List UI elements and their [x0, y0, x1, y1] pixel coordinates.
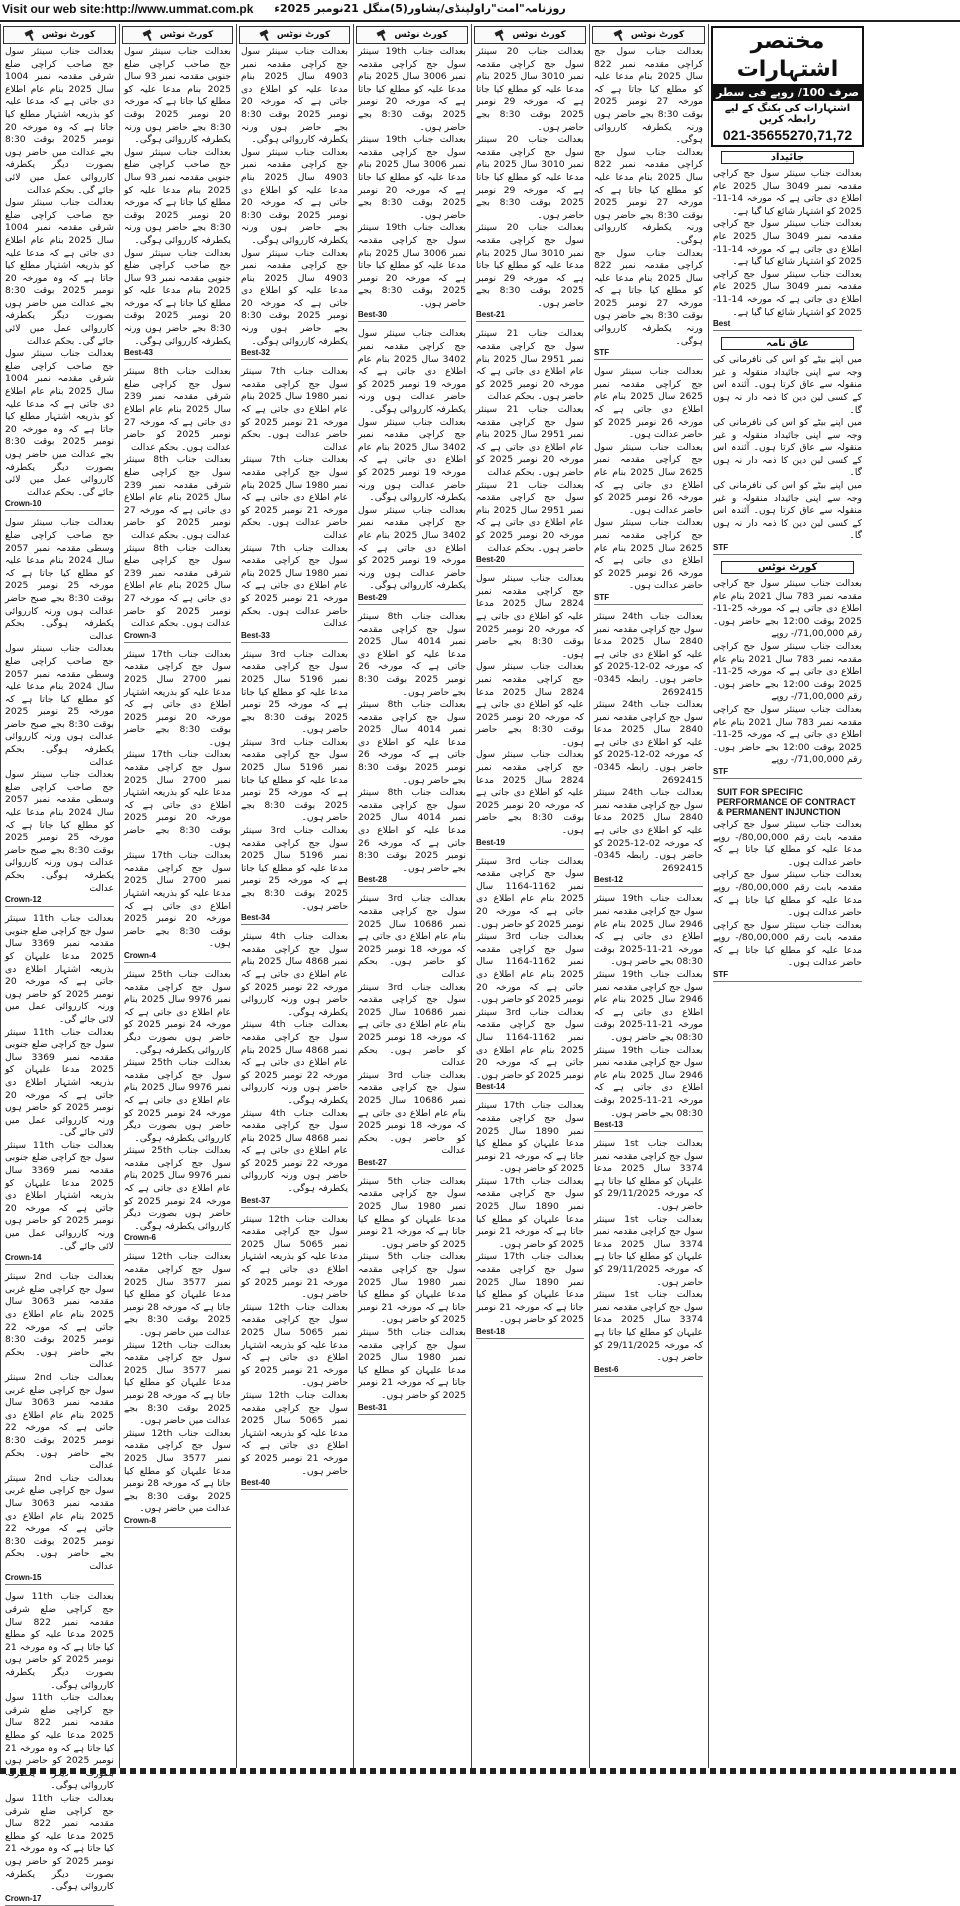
- ad-text: بعدالت جناب 11th سول جج کراچی ضلع شرقی مقدمہ نمبر 822 سال 2025 مدعا علیہ کو مطلع کیا جاتا ہے کہ وہ مورخہ 21 نومبر 2025 کو حاضر ہوں کارروائی ہوگی۔: [5, 1692, 115, 1792]
- column-heading: [239, 26, 350, 44]
- ad-code: Best-13: [594, 1120, 623, 1130]
- ad-divider: [241, 1489, 348, 1490]
- ad-code: STF: [713, 766, 729, 776]
- ad-text: بعدالت جناب سول جج کراچی مقدمہ نمبر 822 سال 2025 بنام مدعا علیہ کو مطلع کیا جاتا ہے کہ مورخہ 27 نومبر 2025 بوقت 8:30 بجے حاضر ہوں ورنہ یکطرفہ کارروائی ہوگی۔: [594, 146, 704, 246]
- classified-columns: [0, 24, 960, 1903]
- ad-divider: [5, 1584, 114, 1585]
- ad-text: بعدالت جناب 8th سینئر سول جج کراچی مقدمہ نمبر 4014 سال 2025 مدعا علیہ کو اطلاع دی جاتی ہے کہ مورخہ 26 نومبر 2025 بوقت 8:30 بجے حاضر ہوں۔: [358, 787, 466, 874]
- ad-text: بعدالت جناب سینئر سول جج کراچی مقدمہ بابت رقم 80,00,000/- روپے مدعا علیہ کو مطلع کیا جاتا ہے کہ حاضر عدالت ہوں۔: [713, 869, 862, 919]
- ad-divider: [124, 642, 231, 643]
- ad-divider: [713, 778, 862, 779]
- column-heading-label: کورٹ نوٹس: [512, 30, 566, 40]
- ad-text: بعدالت جناب 8th سینئر سول جج کراچی ضلع شرقی مقدمہ نمبر 239 سال 2025 بنام عام اطلاع دی جاتی ہے کہ مورخہ 27 نومبر 2025 کو حاضر عدالت ہوں۔ بحکم عدالت: [124, 542, 231, 630]
- classified-ad: [594, 1138, 703, 1377]
- ad-column-3: [236, 24, 352, 1768]
- ad-divider: [594, 1131, 703, 1132]
- newspaper-masthead: روزنامہ"امت"راولپنڈی/پشاور(5)منگل 21نومبر 2025ء: [274, 2, 566, 15]
- ad-column-7: [708, 24, 866, 1768]
- gavel-icon: [259, 30, 273, 40]
- ad-text: بعدالت جناب 12th سینئر سول جج کراچی مقدمہ نمبر 5065 سال 2025 مدعا علیہ کو بذریعہ اشتہار اطلاع دی جاتی ہے کہ مورخہ 21 نومبر 2025 کو حاضر ہوں۔: [241, 1213, 349, 1301]
- classified-ad: [5, 1271, 114, 1585]
- classified-ad: [594, 611, 703, 887]
- ad-text: بعدالت جناب 24th سینئر سول جج کراچی مقدمہ نمبر 2840 سال 2025 مدعا علیہ کو اطلاع دی جاتی ہے کہ مورخہ 02-12-2025 کو حاضر ہوں۔ رابطہ 0345-2692415: [594, 787, 703, 874]
- ad-text: بعدالت جناب 5th سینئر سول جج کراچی مقدمہ نمبر 1980 سال 2025 مدعا علیہان کو مطلع کیا جاتا ہے کہ مورخہ 21 نومبر 2025 کو حاضر ہوں۔: [358, 1251, 466, 1326]
- ad-column-4: [353, 24, 470, 1768]
- ad-text: بعدالت جناب 12th سینئر سول جج کراچی مقدمہ نمبر 3577 سال 2025 مدعا علیہان کو مطلع کیا جاتا ہے کہ مورخہ 28 نومبر 2025 بوقت 8:30 بجے عدالت میں حاضر ہوں۔: [124, 1251, 231, 1338]
- classified-ad: [358, 328, 466, 604]
- masthead-rule: [0, 20, 960, 22]
- classified-ad: [124, 366, 231, 642]
- column-body: [237, 46, 352, 1490]
- ad-divider: [124, 359, 231, 360]
- ad-code: STF: [713, 970, 729, 980]
- column-heading: [3, 26, 116, 44]
- ad-text: بعدالت جناب سینئر سول جج کراچی مقدمہ نمبر 2625 سال 2025 بنام عام اطلاع دی جاتی ہے کہ مورخہ 26 نومبر 2025 کو حاضر عدالت ہوں۔: [594, 366, 704, 441]
- ad-text: بعدالت جناب 25th سینئر سول جج کراچی مقدمہ نمبر 9976 سال 2025 بنام عام اطلاع دی جاتی ہے کہ مورخہ 24 نومبر 2025 کو حاضر ہوں بصورت دیگر کارروائی یکطرفہ ہوگی۔: [124, 1057, 232, 1144]
- ad-column-6: [589, 24, 707, 1768]
- ad-code: Best-6: [594, 1364, 619, 1374]
- ad-text: بعدالت جناب 20 سینئر سول جج کراچی مقدمہ نمبر 3010 سال 2025 بنام مدعا علیہ کو مطلع کیا جاتا ہے کہ مورخہ 29 نومبر 2025 بوقت 8:30 بجے حاضر ہوں۔: [476, 134, 585, 221]
- ad-code: Best-34: [241, 913, 270, 923]
- ad-text: بعدالت جناب 11th سینئر سول جج کراچی ضلع جنوبی مقدمہ نمبر 3369 سال 2025 مدعا علیہان کو بذریعہ اشتہار اطلاع دی جاتی ہے کہ مورخہ 20 نومبر 2025 کو حاضر ہوں ورنہ کارروائی عمل میں لائی جائے گی۔: [5, 913, 114, 1025]
- ad-text: بعدالت جناب سینئر سول جج کراچی مقدمہ بابت رقم 80,00,000/- روپے مدعا علیہ کو مطلع کیا جاتا ہے کہ حاضر عدالت ہوں۔: [713, 919, 862, 969]
- english-notice: SUIT FOR SPECIFIC PERFORMANCE OF CONTRACT & PERMANENT INJUNCTION: [717, 786, 856, 817]
- section-tag: جائیداد: [721, 151, 854, 164]
- ad-text: بعدالت جناب 11th سول جج کراچی ضلع شرقی مقدمہ نمبر 822 سال 2025 مدعا علیہ کو مطلع کیا جاتا ہے کہ وہ مورخہ 21 نومبر 2025 کو حاضر ہوں بصورت دیگر یکطرفہ کارروائی ہوگی۔: [5, 1792, 115, 1893]
- ad-divider: [358, 321, 466, 322]
- classified-ad: [5, 517, 114, 907]
- ad-code: Best-40: [241, 1478, 270, 1488]
- classified-ad: [594, 46, 703, 360]
- classified-ad: [476, 1100, 584, 1339]
- banner-rate: صرف 100/ روپے فی سطر: [713, 84, 862, 101]
- section-tag: کورٹ نوٹس: [721, 561, 854, 574]
- ad-text: بعدالت جناب 25th سینئر سول جج کراچی مقدمہ نمبر 9976 سال 2025 بنام عام اطلاع دی جاتی ہے کہ مورخہ 24 نومبر 2025 کو حاضر ہوں بصورت دیگر کارروائی یکطرفہ ہوگی۔: [124, 1145, 232, 1232]
- classified-ad: [594, 893, 703, 1132]
- ad-text: بعدالت جناب 19th سینئر سول جج کراچی مقدمہ نمبر 2946 سال 2025 بنام عام اطلاع دی جاتی ہے کہ مورخہ 21-11-2025 بوقت 08:30 بجے حاضر ہوں۔: [594, 1044, 703, 1119]
- ad-text: بعدالت جناب سینئر سول جج صاحب کراچی ضلع شرقی مقدمہ نمبر 1004 سال 2025 بنام عام اطلاع دی جاتی ہے کہ مدعا علیہ کو بذریعہ اشتہار مطلع کیا جاتا ہے کہ وہ مورخہ 20 نومبر 2025 بوقت 8:30 بجے عدالت میں حاضر ہوں بصورت دیگر یکطرفہ کارروائی عمل میں لائی جائے گی۔ بحکم عدالت: [5, 197, 114, 347]
- classified-ad: [476, 573, 584, 849]
- classified-ad: [358, 1176, 466, 1415]
- banner-contact: اشتہارات کی بکنگ کے لیے رابطہ کریں: [724, 103, 851, 125]
- ad-code: Crown-6: [124, 1233, 156, 1243]
- ad-text: بعدالت جناب سینئر سول جج کراچی مقدمہ نمبر 4903 سال 2025 بنام مدعا علیہ کو اطلاع دی جاتی ہے کہ مورخہ 20 نومبر 2025 بوقت 8:30 بجے حاضر ہوں ورنہ یکطرفہ کارروائی ہوگی۔: [241, 46, 348, 146]
- ad-code: Best-28: [358, 875, 387, 885]
- classified-ad: [594, 366, 703, 605]
- ad-text: بعدالت جناب 7th سینئر سول جج کراچی مقدمہ نمبر 1980 سال 2025 بنام عام اطلاع دی جاتی ہے کہ مورخہ 21 نومبر 2025 کو حاضر عدالت ہوں۔ بحکم عدالت: [241, 542, 349, 630]
- ad-divider: [241, 924, 348, 925]
- ad-text: بعدالت جناب 3rd سینئر سول جج کراچی مقدمہ نمبر 5196 سال 2025 مدعا علیہ کو مطلع کیا جاتا ہے کہ مورخہ 25 نومبر 2025 بوقت 8:30 بجے حاضر ہوں۔: [241, 825, 348, 912]
- ad-text: بعدالت جناب سینئر سول جج کراچی مقدمہ نمبر 783 سال 2021 بنام عام اطلاع دی جاتی ہے کہ مورخہ 25-11-2025 بوقت 12:00 بجے حاضر ہوں۔ رقم 71,00,000/- روپے: [713, 578, 862, 640]
- ad-text: بعدالت جناب سینئر سول جج کراچی مقدمہ نمبر 783 سال 2021 بنام عام اطلاع دی جاتی ہے کہ مورخہ 25-11-2025 بوقت 12:00 بجے حاضر ہوں۔ رقم 71,00,000/- روپے: [713, 703, 862, 766]
- ad-text: بعدالت جناب 7th سینئر سول جج کراچی مقدمہ نمبر 1980 سال 2025 بنام عام اطلاع دی جاتی ہے کہ مورخہ 21 نومبر 2025 کو حاضر عدالت ہوں۔ بحکم عدالت: [241, 366, 349, 453]
- ad-divider: [713, 554, 862, 555]
- ad-code: Crown-12: [5, 895, 42, 905]
- ad-divider: [358, 1414, 466, 1415]
- ad-text: بعدالت جناب سینئر سول جج صاحب کراچی ضلع جنوبی مقدمہ نمبر 93 سال 2025 بنام مدعا علیہ کو مطلع کیا جاتا ہے کہ مورخہ 20 نومبر 2025 بوقت 8:30 بجے حاضر ہوں ورنہ یکطرفہ کارروائی ہوگی۔: [124, 247, 231, 347]
- ad-text: میں اپنے بیٹے کو اس کی نافرمانی کی وجہ سے اپنی جائیداد منقولہ و غیر منقولہ سے عاق کرتا ہوں۔ آئندہ اس کے کسی لین دین کا ذمہ دار نہ ہوں گا۔: [713, 480, 862, 542]
- ad-text: بعدالت جناب 11th سینئر سول جج کراچی ضلع جنوبی مقدمہ نمبر 3369 سال 2025 مدعا علیہان کو بذریعہ اشتہار اطلاع دی جاتی ہے کہ مورخہ 20 نومبر 2025 کو حاضر ہوں ورنہ کارروائی عمل میں لائی جائے گی۔: [5, 1139, 114, 1252]
- ad-text: بعدالت جناب سینئر سول جج کراچی مقدمہ نمبر 3049 سال 2025 عام اطلاع دی جاتی ہے کہ مورخہ 14-11-2025 کو اشتہار شائع کیا گیا ہے۔: [713, 268, 863, 318]
- ad-text: بعدالت جناب سینئر سول جج کراچی مقدمہ نمبر 2824 سال 2025 مدعا علیہ کو اطلاع دی جاتی ہے کہ مورخہ 20 نومبر 2025 بوقت 8:30 بجے حاضر ہوں۔: [476, 661, 585, 748]
- gavel-icon: [24, 30, 38, 40]
- ad-text: بعدالت جناب سینئر سول جج صاحب کراچی ضلع شرقی مقدمہ نمبر 1004 سال 2025 بنام عام اطلاع دی جاتی ہے کہ مدعا علیہ کو بذریعہ اشتہار مطلع کیا جاتا ہے کہ وہ مورخہ 20 نومبر 2025 بوقت 8:30 بجے عدالت میں حاضر ہوں بصورت دیگر یکطرفہ کارروائی عمل میں لائی جائے گی۔ بحکم عدالت: [5, 348, 114, 498]
- ad-text: میں اپنے بیٹے کو اس کی نافرمانی کی وجہ سے اپنی جائیداد منقولہ و غیر منقولہ سے عاق کرتا ہوں۔ آئندہ اس کے کسی لین دین کا ذمہ دار نہ ہوں گا۔: [713, 417, 862, 479]
- gavel-icon: [613, 30, 627, 40]
- ad-code: Crown-14: [5, 1253, 42, 1263]
- ad-divider: [594, 1376, 703, 1377]
- ad-text: بعدالت جناب سینئر سول جج کراچی مقدمہ نمبر 2625 سال 2025 بنام عام اطلاع دی جاتی ہے کہ مورخہ 26 نومبر 2025 کو حاضر عدالت ہوں۔: [594, 517, 704, 592]
- ad-text: بعدالت جناب 5th سینئر سول جج کراچی مقدمہ نمبر 1980 سال 2025 مدعا علیہان کو مطلع کیا جاتا ہے کہ مورخہ 21 نومبر 2025 کو حاضر ہوں۔: [358, 1327, 466, 1401]
- ad-text: بعدالت جناب 2nd سینئر سول جج کراچی ضلع غربی مقدمہ نمبر 3063 سال 2025 بنام عام اطلاع دی جاتی ہے کہ مورخہ 22 نومبر 2025 بوقت 8:30 بجے حاضر ہوں۔ بحکم عدالت: [5, 1371, 114, 1472]
- column-heading: [122, 26, 233, 44]
- ad-text: بعدالت جناب 19th سینئر سول جج کراچی مقدمہ نمبر 2946 سال 2025 بنام عام اطلاع دی جاتی ہے کہ مورخہ 21-11-2025 بوقت 08:30 بجے حاضر ہوں۔: [594, 893, 703, 968]
- ad-text: بعدالت جناب 11th سول جج کراچی ضلع شرقی مقدمہ نمبر 822 سال 2025 مدعا علیہ کو مطلع کیا جاتا ہے کہ وہ مورخہ 21 نومبر 2025 کو حاضر ہوں بصورت دیگر یکطرفہ کارروائی ہوگی۔: [5, 1591, 115, 1691]
- ad-text: بعدالت جناب 21 سینئر سول جج کراچی مقدمہ نمبر 2951 سال 2025 بنام عام اطلاع دی جاتی ہے کہ مورخہ 20 نومبر 2025 کو حاضر ہوں۔ بحکم عدالت: [476, 404, 585, 478]
- ad-code: Best-12: [594, 875, 623, 885]
- footer-strip: [0, 1768, 960, 1774]
- ad-column-2: [119, 24, 235, 1768]
- ad-code: Crown-17: [5, 1893, 42, 1903]
- ad-text: بعدالت جناب 3rd سینئر سول جج کراچی مقدمہ نمبر 10686 سال 2025 بنام عام اطلاع دی جاتی ہے کہ مورخہ 18 نومبر 2025 کو حاضر ہوں۔ بحکم عدالت: [358, 981, 467, 1069]
- column-body: [120, 46, 235, 1528]
- ad-text: بعدالت جناب 20 سینئر سول جج کراچی مقدمہ نمبر 3010 سال 2025 بنام مدعا علیہ کو مطلع کیا جاتا ہے کہ مورخہ 29 نومبر 2025 بوقت 8:30 بجے حاضر ہوں۔: [476, 46, 585, 133]
- column-heading: [474, 26, 586, 44]
- classified-ad: [358, 893, 466, 1169]
- ad-text: بعدالت جناب 17th سینئر سول جج کراچی مقدمہ نمبر 2700 سال 2025 مدعا علیہ کو بذریعہ اشتہار اطلاع دی جاتی ہے کہ مورخہ 20 نومبر 2025 بوقت 8:30 بجے حاضر ہوں۔: [124, 648, 231, 748]
- ad-text: بعدالت جناب 3rd سینئر سول جج کراچی مقدمہ نمبر 10686 سال 2025 بنام عام اطلاع دی جاتی ہے کہ مورخہ 18 نومبر 2025 کو حاضر ہوں۔ بحکم عدالت: [358, 893, 467, 980]
- classified-ad: [358, 611, 466, 887]
- ad-text: بعدالت جناب سینئر سول جج کراچی مقدمہ نمبر 3402 سال 2025 بنام عام اطلاع دی جاتی ہے کہ مورخہ 19 نومبر 2025 کو حاضر عدالت ہوں ورنہ یکطرفہ کارروائی ہوگی۔: [358, 328, 467, 416]
- classified-ad: [5, 1591, 114, 1905]
- ad-text: بعدالت جناب 8th سینئر سول جج کراچی ضلع شرقی مقدمہ نمبر 239 سال 2025 بنام عام اطلاع دی جاتی ہے کہ مورخہ 27 نومبر 2025 کو حاضر عدالت ہوں۔ بحکم عدالت: [124, 366, 231, 453]
- classified-ad: [5, 913, 114, 1265]
- gavel-icon: [142, 30, 156, 40]
- ad-divider: [124, 962, 231, 963]
- ad-column-1: [0, 24, 118, 1903]
- ad-text: بعدالت جناب 11th سینئر سول جج کراچی ضلع جنوبی مقدمہ نمبر 3369 سال 2025 مدعا علیہان کو بذریعہ اشتہار اطلاع دی جاتی ہے کہ مورخہ 20 نومبر 2025 کو حاضر ہوں ورنہ کارروائی عمل میں لائی جائے گی۔: [5, 1026, 114, 1139]
- ad-code: Best-20: [476, 555, 505, 565]
- ad-divider: [358, 886, 466, 887]
- ad-text: بعدالت جناب سینئر سول جج صاحب کراچی ضلع وسطی مقدمہ نمبر 2057 سال 2024 بنام مدعا علیہ کو مطلع کیا جاتا ہے کہ مورخہ 25 نومبر 2025 بوقت 8:30 بجے صبح حاضر عدالت ہوں ورنہ کارروائی یکطرفہ ہوگی۔ بحکم عدالت: [5, 643, 114, 768]
- ad-divider: [476, 321, 584, 322]
- ad-text: بعدالت جناب 12th سینئر سول جج کراچی مقدمہ نمبر 3577 سال 2025 مدعا علیہان کو مطلع کیا جاتا ہے کہ مورخہ 28 نومبر 2025 بوقت 8:30 بجے عدالت میں حاضر ہوں۔: [124, 1339, 231, 1427]
- ad-divider: [476, 849, 584, 850]
- ad-text: میں اپنے بیٹے کو اس کی نافرمانی کی وجہ سے اپنی جائیداد منقولہ و غیر منقولہ سے عاق کرتا ہوں۔ آئندہ اس کے کسی لین دین کا ذمہ دار نہ ہوں گا۔: [713, 354, 862, 416]
- banner-phone: 021-35655270,71,72: [722, 127, 853, 143]
- ad-text: بعدالت جناب سینئر سول جج صاحب کراچی ضلع وسطی مقدمہ نمبر 2057 سال 2024 بنام مدعا علیہ کو مطلع کیا جاتا ہے کہ مورخہ 25 نومبر 2025 بوقت 8:30 بجے صبح حاضر عدالت ہوں ورنہ کارروائی یکطرفہ ہوگی۔ بحکم عدالت: [5, 769, 114, 894]
- ad-divider: [476, 566, 584, 567]
- ad-text: بعدالت جناب 5th سینئر سول جج کراچی مقدمہ نمبر 1980 سال 2025 مدعا علیہان کو مطلع کیا جاتا ہے کہ مورخہ 21 نومبر 2025 کو حاضر ہوں۔: [358, 1175, 466, 1250]
- ad-divider: [476, 1093, 584, 1094]
- ad-code: Crown-3: [124, 630, 156, 640]
- column-body: [1, 46, 118, 1906]
- ad-divider: [241, 359, 348, 360]
- ad-text: بعدالت جناب 7th سینئر سول جج کراچی مقدمہ نمبر 1980 سال 2025 بنام عام اطلاع دی جاتی ہے کہ مورخہ 21 نومبر 2025 کو حاضر عدالت ہوں۔ بحکم عدالت: [241, 454, 349, 541]
- section-tag: عاق نامہ: [721, 337, 854, 350]
- ad-text: بعدالت جناب 12th سینئر سول جج کراچی مقدمہ نمبر 5065 سال 2025 مدعا علیہ کو بذریعہ اشتہار اطلاع دی جاتی ہے کہ مورخہ 21 نومبر 2025 کو حاضر ہوں۔: [241, 1301, 349, 1389]
- classified-ad: [5, 46, 114, 511]
- ad-code: Crown-10: [5, 499, 42, 509]
- ad-code: Best-43: [124, 348, 153, 358]
- ad-divider: [358, 604, 466, 605]
- classified-ad: [713, 819, 862, 982]
- ad-text: بعدالت جناب 12th سینئر سول جج کراچی مقدمہ نمبر 3577 سال 2025 مدعا علیہان کو مطلع کیا جاتا ہے کہ مورخہ 28 نومبر 2025 بوقت 8:30 بجے عدالت میں حاضر ہوں۔: [124, 1427, 231, 1515]
- ad-divider: [594, 359, 703, 360]
- ad-text: بعدالت جناب سول جج کراچی مقدمہ نمبر 822 سال 2025 بنام مدعا علیہ کو مطلع کیا جاتا ہے کہ مورخہ 27 نومبر 2025 بوقت 8:30 بجے حاضر ہوں ورنہ یکطرفہ کارروائی ہوگی۔: [594, 46, 704, 146]
- ad-text: بعدالت جناب 24th سینئر سول جج کراچی مقدمہ نمبر 2840 سال 2025 مدعا علیہ کو اطلاع دی جاتی ہے کہ مورخہ 02-12-2025 کو حاضر ہوں۔ رابطہ 0345-2692415: [594, 699, 703, 786]
- ad-code: Best-19: [476, 837, 505, 847]
- ad-code: Best-31: [358, 1402, 387, 1412]
- ad-text: بعدالت جناب 3rd سینئر سول جج کراچی مقدمہ نمبر 1162-1164 سال 2025 بنام عام اطلاع دی جاتی ہے کہ مورخہ 20 نومبر 2025 کو حاضر ہوں۔: [476, 855, 584, 930]
- ad-code: Best-21: [476, 310, 505, 320]
- ad-text: بعدالت جناب 2nd سینئر سول جج کراچی ضلع غربی مقدمہ نمبر 3063 سال 2025 بنام عام اطلاع دی جاتی ہے کہ مورخہ 22 نومبر 2025 بوقت 8:30 بجے حاضر ہوں۔ بحکم عدالت: [5, 1472, 114, 1572]
- ad-code: Crown-15: [5, 1573, 42, 1583]
- banner-title: مختصر اشتہارات: [736, 29, 839, 82]
- ad-code: Crown-8: [124, 1515, 156, 1525]
- gavel-icon: [494, 30, 508, 40]
- ad-text: بعدالت جناب سینئر سول جج کراچی مقدمہ نمبر 3049 سال 2025 عام اطلاع دی جاتی ہے کہ مورخہ 14-11-2025 کو اشتہار شائع کیا گیا ہے۔: [713, 218, 863, 268]
- ad-text: بعدالت جناب 1st سینئر سول جج کراچی مقدمہ نمبر 3374 سال 2025 مدعا علیہان کو مطلع کیا جاتا ہے کہ مورخہ 29/11/2025 کو حاضر ہوں۔: [594, 1289, 704, 1364]
- website-url[interactable]: Visit our web site:http://www.ummat.com.pk: [2, 2, 254, 16]
- ad-text: بعدالت جناب سینئر سول جج کراچی مقدمہ نمبر 2824 سال 2025 مدعا علیہ کو اطلاع دی جاتی ہے کہ مورخہ 20 نومبر 2025 بوقت 8:30 بجے حاضر ہوں۔: [476, 573, 585, 660]
- classified-ad: [476, 856, 584, 1095]
- ad-code: Best-32: [241, 348, 270, 358]
- column-heading-label: کورٹ نوٹس: [41, 30, 96, 40]
- classified-ad: [476, 46, 584, 322]
- ad-text: بعدالت جناب سینئر سول جج صاحب کراچی ضلع وسطی مقدمہ نمبر 2057 سال 2024 بنام مدعا علیہ کو مطلع کیا جاتا ہے کہ مورخہ 25 نومبر 2025 بوقت 8:30 بجے صبح حاضر عدالت ہوں ورنہ کارروائی یکطرفہ ہوگی۔ بحکم عدالت: [5, 517, 114, 642]
- ad-text: بعدالت جناب سینئر سول جج کراچی مقدمہ نمبر 3402 سال 2025 بنام عام اطلاع دی جاتی ہے کہ مورخہ 19 نومبر 2025 کو حاضر عدالت ہوں ورنہ یکطرفہ کارروائی ہوگی۔: [358, 416, 467, 504]
- classified-ad: [713, 354, 862, 555]
- classified-ad: [476, 328, 584, 567]
- column-heading: [356, 26, 468, 44]
- classified-ad: [124, 969, 231, 1245]
- ad-divider: [241, 642, 348, 643]
- ad-code: Best-18: [476, 1327, 505, 1336]
- ad-code: Best-14: [476, 1082, 505, 1092]
- column-heading-label: کورٹ نوٹس: [630, 30, 685, 40]
- ad-code: Best-33: [241, 630, 270, 640]
- ad-text: بعدالت جناب 21 سینئر سول جج کراچی مقدمہ نمبر 2951 سال 2025 بنام عام اطلاع دی جاتی ہے کہ مورخہ 20 نومبر 2025 کو حاضر ہوں۔ بحکم عدالت: [476, 328, 585, 403]
- ad-code: STF: [594, 348, 610, 358]
- column-heading-label: کورٹ نوٹس: [159, 30, 214, 40]
- column-heading-label: کورٹ نوٹس: [394, 30, 448, 40]
- classified-ad: [241, 649, 348, 925]
- classified-ad: [241, 366, 348, 642]
- ad-text: بعدالت جناب 1st سینئر سول جج کراچی مقدمہ نمبر 3374 سال 2025 مدعا علیہان کو مطلع کیا جاتا ہے کہ مورخہ 29/11/2025 کو حاضر ہوں۔: [594, 1213, 704, 1288]
- classified-ad: [713, 168, 862, 331]
- column-body: [590, 46, 707, 1377]
- ad-text: بعدالت جناب 3rd سینئر سول جج کراچی مقدمہ نمبر 5196 سال 2025 مدعا علیہ کو مطلع کیا جاتا ہے کہ مورخہ 25 نومبر 2025 بوقت 8:30 بجے حاضر ہوں۔: [241, 648, 348, 736]
- ad-text: بعدالت جناب سینئر سول جج کراچی مقدمہ نمبر 4903 سال 2025 بنام مدعا علیہ کو اطلاع دی جاتی ہے کہ مورخہ 20 نومبر 2025 بوقت 8:30 بجے حاضر ہوں ورنہ یکطرفہ کارروائی ہوگی۔: [241, 247, 348, 347]
- gavel-icon: [376, 30, 390, 40]
- column-body: [472, 46, 588, 1339]
- ad-divider: [594, 886, 703, 887]
- ad-text: بعدالت جناب 21 سینئر سول جج کراچی مقدمہ نمبر 2951 سال 2025 بنام عام اطلاع دی جاتی ہے کہ مورخہ 20 نومبر 2025 کو حاضر ہوں۔ بحکم عدالت: [476, 479, 585, 554]
- ad-text: بعدالت جناب 2nd سینئر سول جج کراچی ضلع غربی مقدمہ نمبر 3063 سال 2025 بنام عام اطلاع دی جاتی ہے کہ مورخہ 22 نومبر 2025 بوقت 8:30 بجے حاضر ہوں۔ بحکم عدالت: [5, 1271, 114, 1371]
- ad-divider: [5, 906, 114, 907]
- ad-text: بعدالت جناب 19th سینئر سول جج کراچی مقدمہ نمبر 3006 سال 2025 بنام مدعا علیہ کو مطلع کیا جاتا ہے کہ مورخہ 20 نومبر 2025 بوقت 8:30 بجے حاضر ہوں۔: [358, 134, 467, 221]
- ad-code: Best-27: [358, 1157, 387, 1167]
- column-body: [354, 46, 470, 1415]
- column-heading: [592, 26, 705, 44]
- ad-code: STF: [713, 543, 729, 553]
- ad-divider: [5, 1264, 114, 1265]
- ad-text: بعدالت جناب سینئر سول جج کراچی مقدمہ نمبر 3402 سال 2025 بنام عام اطلاع دی جاتی ہے کہ مورخہ 19 نومبر 2025 کو حاضر عدالت ہوں ورنہ یکطرفہ کارروائی ہوگی۔: [358, 504, 467, 592]
- ad-column-5: [471, 24, 588, 1768]
- ad-divider: [713, 330, 862, 331]
- ad-text: بعدالت جناب 17th سینئر سول جج کراچی مقدمہ نمبر 1890 سال 2025 مدعا علیہان کو مطلع کیا جاتا ہے کہ مورخہ 21 نومبر 2025 کو حاضر ہوں۔: [476, 1100, 584, 1175]
- classified-ad: [358, 46, 466, 322]
- ad-text: بعدالت جناب 3rd سینئر سول جج کراچی مقدمہ نمبر 10686 سال 2025 بنام عام اطلاع دی جاتی ہے کہ مورخہ 18 نومبر 2025 کو حاضر ہوں۔ بحکم عدالت: [358, 1069, 467, 1157]
- ad-code: Best-37: [241, 1195, 270, 1205]
- ad-text: بعدالت جناب 4th سینئر سول جج کراچی مقدمہ نمبر 4868 سال 2025 بنام عام اطلاع دی جاتی ہے کہ مورخہ 22 نومبر 2025 کو حاضر ہوں ورنہ کارروائی یکطرفہ ہوگی۔: [241, 1019, 349, 1106]
- column-body: [709, 151, 866, 982]
- ad-text: بعدالت جناب سینئر سول جج کراچی مقدمہ بابت رقم 80,00,000/- روپے مدعا علیہ کو مطلع کیا جاتا ہے کہ حاضر عدالت ہوں۔: [713, 818, 862, 868]
- classified-ad: [241, 931, 348, 1207]
- ad-code: Crown-4: [124, 950, 156, 960]
- ad-text: بعدالت جناب 12th سینئر سول جج کراچی مقدمہ نمبر 5065 سال 2025 مدعا علیہ کو بذریعہ اشتہار اطلاع دی جاتی ہے کہ مورخہ 21 نومبر 2025 کو حاضر ہوں۔: [241, 1389, 349, 1477]
- ad-text: بعدالت جناب سینئر سول جج کراچی مقدمہ نمبر 2625 سال 2025 بنام عام اطلاع دی جاتی ہے کہ مورخہ 26 نومبر 2025 کو حاضر عدالت ہوں۔: [594, 441, 704, 516]
- ad-divider: [713, 981, 862, 982]
- ad-divider: [124, 1527, 231, 1528]
- ad-text: بعدالت جناب سینئر سول جج کراچی مقدمہ نمبر 783 سال 2021 بنام عام اطلاع دی جاتی ہے کہ مورخہ 25-11-2025 بوقت 12:00 بجے حاضر ہوں۔ رقم 71,00,000/- روپے: [713, 641, 862, 703]
- ad-text: بعدالت جناب سول جج کراچی مقدمہ نمبر 822 سال 2025 بنام مدعا علیہ کو مطلع کیا جاتا ہے کہ مورخہ 27 نومبر 2025 بوقت 8:30 بجے حاضر ہوں ورنہ یکطرفہ کارروائی ہوگی۔: [594, 247, 704, 347]
- classified-ad: [241, 46, 348, 360]
- ad-text: بعدالت جناب سینئر سول جج صاحب کراچی ضلع جنوبی مقدمہ نمبر 93 سال 2025 بنام مدعا علیہ کو مطلع کیا جاتا ہے کہ مورخہ 20 نومبر 2025 بوقت 8:30 بجے حاضر ہوں ورنہ یکطرفہ کارروائی ہوگی۔: [124, 146, 231, 246]
- ad-text: بعدالت جناب 3rd سینئر سول جج کراچی مقدمہ نمبر 1162-1164 سال 2025 بنام عام اطلاع دی جاتی ہے کہ مورخہ 20 نومبر 2025 کو حاضر ہوں۔: [476, 1006, 584, 1081]
- ad-divider: [594, 604, 703, 605]
- ad-text: بعدالت جناب 17th سینئر سول جج کراچی مقدمہ نمبر 1890 سال 2025 مدعا علیہان کو مطلع کیا جاتا ہے کہ مورخہ 21 نومبر 2025 کو حاضر ہوں۔: [476, 1251, 584, 1326]
- ad-text: بعدالت جناب 24th سینئر سول جج کراچی مقدمہ نمبر 2840 سال 2025 مدعا علیہ کو اطلاع دی جاتی ہے کہ مورخہ 02-12-2025 کو حاضر ہوں۔ رابطہ 0345-2692415: [594, 610, 703, 698]
- ad-text: بعدالت جناب 4th سینئر سول جج کراچی مقدمہ نمبر 4868 سال 2025 بنام عام اطلاع دی جاتی ہے کہ مورخہ 22 نومبر 2025 کو حاضر ہوں ورنہ کارروائی یکطرفہ ہوگی۔: [241, 1107, 349, 1195]
- ad-text: بعدالت جناب سینئر سول جج صاحب کراچی ضلع جنوبی مقدمہ نمبر 93 سال 2025 بنام مدعا علیہ کو مطلع کیا جاتا ہے کہ مورخہ 20 نومبر 2025 بوقت 8:30 بجے حاضر ہوں ورنہ یکطرفہ کارروائی ہوگی۔: [124, 46, 231, 146]
- column-heading-label: کورٹ نوٹس: [276, 30, 331, 40]
- ad-text: بعدالت جناب 25th سینئر سول جج کراچی مقدمہ نمبر 9976 سال 2025 بنام عام اطلاع دی جاتی ہے کہ مورخہ 24 نومبر 2025 کو حاضر ہوں بصورت دیگر کارروائی یکطرفہ ہوگی۔: [124, 968, 232, 1056]
- ad-text: بعدالت جناب سینئر سول جج کراچی مقدمہ نمبر 3049 سال 2025 عام اطلاع دی جاتی ہے کہ مورخہ 14-11-2025 کو اشتہار شائع کیا گیا ہے۔: [713, 168, 863, 217]
- ad-text: بعدالت جناب 1st سینئر سول جج کراچی مقدمہ نمبر 3374 سال 2025 مدعا علیہان کو مطلع کیا جاتا ہے کہ مورخہ 29/11/2025 کو حاضر ہوں۔: [594, 1138, 704, 1213]
- ad-divider: [5, 510, 114, 511]
- ad-text: بعدالت جناب 3rd سینئر سول جج کراچی مقدمہ نمبر 1162-1164 سال 2025 بنام عام اطلاع دی جاتی ہے کہ مورخہ 20 نومبر 2025 کو حاضر ہوں۔: [476, 931, 584, 1006]
- ad-text: بعدالت جناب سینئر سول جج صاحب کراچی ضلع شرقی مقدمہ نمبر 1004 سال 2025 بنام عام اطلاع دی جاتی ہے کہ مدعا علیہ کو بذریعہ اشتہار مطلع کیا جاتا ہے کہ وہ مورخہ 20 نومبر 2025 بوقت 8:30 بجے عدالت میں حاضر ہوں بصورت دیگر یکطرفہ کارروائی عمل میں لائی جائے گی۔ بحکم عدالت: [5, 46, 114, 196]
- ad-divider: [124, 1244, 231, 1245]
- ad-text: بعدالت جناب 8th سینئر سول جج کراچی مقدمہ نمبر 4014 سال 2025 مدعا علیہ کو اطلاع دی جاتی ہے کہ مورخہ 26 نومبر 2025 بوقت 8:30 بجے حاضر ہوں۔: [358, 610, 466, 698]
- ad-divider: [476, 1338, 584, 1339]
- ad-text: بعدالت جناب 8th سینئر سول جج کراچی ضلع شرقی مقدمہ نمبر 239 سال 2025 بنام عام اطلاع دی جاتی ہے کہ مورخہ 27 نومبر 2025 کو حاضر عدالت ہوں۔ بحکم عدالت: [124, 454, 231, 541]
- ad-divider: [358, 1169, 466, 1170]
- ad-text: بعدالت جناب 17th سینئر سول جج کراچی مقدمہ نمبر 2700 سال 2025 مدعا علیہ کو بذریعہ اشتہار اطلاع دی جاتی ہے کہ مورخہ 20 نومبر 2025 بوقت 8:30 بجے حاضر ہوں۔: [124, 850, 231, 950]
- classified-banner: [711, 26, 864, 147]
- classified-ad: [241, 1214, 348, 1490]
- classified-ad: [124, 649, 231, 963]
- ad-text: بعدالت جناب 20 سینئر سول جج کراچی مقدمہ نمبر 3010 سال 2025 بنام مدعا علیہ کو مطلع کیا جاتا ہے کہ مورخہ 29 نومبر 2025 بوقت 8:30 بجے حاضر ہوں۔: [476, 222, 585, 309]
- classified-ad: [124, 46, 231, 360]
- ad-code: Best-29: [358, 592, 387, 602]
- ad-code: STF: [594, 592, 610, 602]
- classified-ad: [713, 578, 862, 779]
- ad-text: بعدالت جناب 19th سینئر سول جج کراچی مقدمہ نمبر 3006 سال 2025 بنام مدعا علیہ کو مطلع کیا جاتا ہے کہ مورخہ 20 نومبر 2025 بوقت 8:30 بجے حاضر ہوں۔: [358, 222, 467, 309]
- ad-divider: [241, 1207, 348, 1208]
- ad-text: بعدالت جناب 17th سینئر سول جج کراچی مقدمہ نمبر 2700 سال 2025 مدعا علیہ کو بذریعہ اشتہار اطلاع دی جاتی ہے کہ مورخہ 20 نومبر 2025 بوقت 8:30 بجے حاضر ہوں۔: [124, 749, 231, 849]
- ad-text: بعدالت جناب 19th سینئر سول جج کراچی مقدمہ نمبر 3006 سال 2025 بنام مدعا علیہ کو مطلع کیا جاتا ہے کہ مورخہ 20 نومبر 2025 بوقت 8:30 بجے حاضر ہوں۔: [358, 46, 467, 133]
- classified-ad: [124, 1251, 231, 1527]
- ad-code: Best: [713, 319, 731, 329]
- ad-text: بعدالت جناب سینئر سول جج کراچی مقدمہ نمبر 2824 سال 2025 مدعا علیہ کو اطلاع دی جاتی ہے کہ مورخہ 20 نومبر 2025 بوقت 8:30 بجے حاضر ہوں۔: [476, 749, 585, 837]
- ad-text: بعدالت جناب 4th سینئر سول جج کراچی مقدمہ نمبر 4868 سال 2025 بنام عام اطلاع دی جاتی ہے کہ مورخہ 22 نومبر 2025 کو حاضر ہوں ورنہ کارروائی یکطرفہ ہوگی۔: [241, 931, 349, 1018]
- ad-code: Best-30: [358, 310, 387, 320]
- ad-text: بعدالت جناب سینئر سول جج کراچی مقدمہ نمبر 4903 سال 2025 بنام مدعا علیہ کو اطلاع دی جاتی ہے کہ مورخہ 20 نومبر 2025 بوقت 8:30 بجے حاضر ہوں ورنہ یکطرفہ کارروائی ہوگی۔: [241, 146, 348, 246]
- ad-text: بعدالت جناب 3rd سینئر سول جج کراچی مقدمہ نمبر 5196 سال 2025 مدعا علیہ کو مطلع کیا جاتا ہے کہ مورخہ 25 نومبر 2025 بوقت 8:30 بجے حاضر ہوں۔: [241, 736, 348, 824]
- ad-text: بعدالت جناب 8th سینئر سول جج کراچی مقدمہ نمبر 4014 سال 2025 مدعا علیہ کو اطلاع دی جاتی ہے کہ مورخہ 26 نومبر 2025 بوقت 8:30 بجے حاضر ہوں۔: [358, 699, 466, 786]
- ad-text: بعدالت جناب 19th سینئر سول جج کراچی مقدمہ نمبر 2946 سال 2025 بنام عام اطلاع دی جاتی ہے کہ مورخہ 21-11-2025 بوقت 08:30 بجے حاضر ہوں۔: [594, 968, 703, 1043]
- ad-text: بعدالت جناب 17th سینئر سول جج کراچی مقدمہ نمبر 1890 سال 2025 مدعا علیہان کو مطلع کیا جاتا ہے کہ مورخہ 21 نومبر 2025 کو حاضر ہوں۔: [476, 1175, 584, 1250]
